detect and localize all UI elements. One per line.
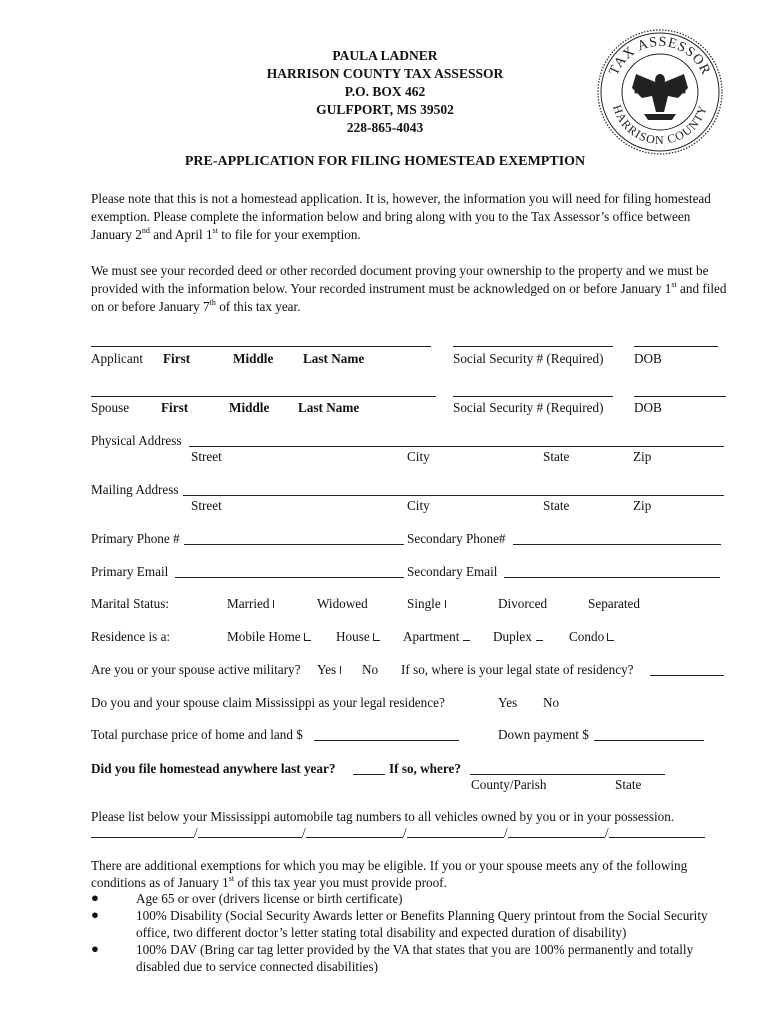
primary-email-field[interactable] [175, 577, 404, 578]
bullet-icon: ● [91, 941, 99, 956]
mailing-street-label: Street [191, 498, 222, 513]
down-payment-field[interactable] [594, 740, 704, 741]
spouse-name-field[interactable] [91, 396, 436, 397]
residence-apartment-option[interactable]: Apartment [403, 629, 470, 645]
mobile-home-checkbox[interactable] [304, 633, 311, 641]
seal-bottom-text: HARRISON COUNTY [610, 103, 710, 148]
applicant-ssn-label: Social Security # (Required) [453, 351, 604, 366]
down-payment-label: Down payment $ [498, 727, 589, 742]
military-no-option[interactable]: No [362, 662, 379, 677]
mailing-city-label: City [407, 498, 430, 513]
residence-condo-option[interactable]: Condo [569, 629, 614, 645]
mailing-address-label: Mailing Address [91, 482, 179, 497]
tag-separator: / [194, 825, 198, 840]
physical-city-label: City [407, 449, 430, 464]
intro-paragraph-1: Please note that this is not a homestead application. It is, however, the information you will need for filing homestead exemption. Please complete the information below and bring along with you to the Tax Assessor’s office between January 2nd and April 1st to file for your exemption. [91, 191, 711, 242]
prior-homestead-answer-field[interactable] [353, 774, 385, 775]
po-box: P.O. BOX 462 [344, 84, 426, 99]
apartment-checkbox[interactable] [463, 640, 470, 641]
total-price-label: Total purchase price of home and land $ [91, 727, 303, 742]
exemptions-intro: There are additional exemptions for which you may be eligible. If you or your spouse meets any of the following conditions as of January 1st of this tax year you must provide proof. [91, 858, 688, 890]
city-address: GULFPORT, MS 39502 [316, 102, 454, 117]
spouse-first-label: First [161, 400, 189, 415]
prior-homestead-question: Did you file homestead anywhere last year? [91, 761, 336, 776]
applicant-name-field[interactable] [91, 346, 431, 347]
seal-top-text: TAX ASSESSOR [606, 34, 714, 78]
physical-state-label: State [543, 449, 570, 464]
primary-phone-label: Primary Phone # [91, 531, 180, 546]
applicant-first-label: First [163, 351, 191, 366]
military-state-field[interactable] [650, 675, 724, 676]
office-name: HARRISON COUNTY TAX ASSESSOR [266, 66, 504, 81]
mailing-address-field[interactable] [183, 495, 724, 496]
spouse-label: Spouse [91, 400, 130, 415]
spouse-ssn-field[interactable] [453, 396, 613, 397]
prior-where-label: If so, where? [389, 761, 461, 776]
svg-text:TAX ASSESSOR [607, 35, 714, 78]
mailing-state-label: State [543, 498, 570, 513]
exemption-item: Age 65 or over (drivers license or birth certificate) [136, 891, 403, 906]
residence-label: Residence is a: [91, 629, 171, 644]
applicant-dob-label: DOB [634, 351, 662, 366]
applicant-last-label: Last Name [303, 351, 365, 366]
spouse-dob-label: DOB [634, 400, 662, 415]
physical-address-field[interactable] [189, 446, 724, 447]
legal-no-option[interactable]: No [543, 695, 560, 710]
tag-field-5[interactable] [508, 837, 605, 838]
spouse-last-label: Last Name [298, 400, 360, 415]
tag-field-2[interactable] [198, 837, 302, 838]
county-seal-logo [596, 28, 724, 156]
secondary-email-label: Secondary Email [407, 564, 498, 579]
tag-instruction: Please list below your Mississippi automobile tag numbers to all vehicles owned by you or in your possession. [91, 809, 675, 824]
prior-county-label: County/Parish [471, 777, 547, 792]
marital-widowed-option[interactable]: Widowed [317, 596, 368, 611]
prior-state-label: State [615, 777, 642, 792]
marital-status-label: Marital Status: [91, 596, 170, 611]
primary-phone-field[interactable] [184, 544, 404, 545]
marital-married-option[interactable]: Married [227, 596, 277, 612]
applicant-middle-label: Middle [233, 351, 274, 366]
spouse-dob-field[interactable] [634, 396, 726, 397]
condo-checkbox[interactable] [607, 633, 614, 641]
residence-mobile-option[interactable]: Mobile Home [227, 629, 311, 645]
eagle-icon [632, 74, 688, 120]
intro-paragraph-2: We must see your recorded deed or other recorded document proving your ownership to the property and we must be provided with the information below. Your recorded instrument must be acknowledged on or before January 1st and filed on or before January 7th of this tax year. [91, 263, 727, 314]
military-question: Are you or your spouse active military? [91, 662, 301, 677]
physical-zip-label: Zip [633, 449, 652, 464]
single-checkbox[interactable] [445, 600, 446, 608]
total-price-field[interactable] [314, 740, 459, 741]
marital-divorced-option[interactable]: Divorced [498, 596, 548, 611]
form-title: PRE-APPLICATION FOR FILING HOMESTEAD EXEMPTION [184, 154, 586, 169]
tag-field-4[interactable] [407, 837, 504, 838]
applicant-dob-field[interactable] [634, 346, 718, 347]
tag-field-3[interactable] [306, 837, 403, 838]
tag-separator: / [605, 825, 609, 840]
bullet-icon: ● [91, 890, 99, 905]
assessor-name: PAULA LADNER [332, 48, 438, 63]
bullet-icon: ● [91, 907, 99, 922]
secondary-phone-field[interactable] [513, 544, 721, 545]
secondary-phone-label: Secondary Phone# [407, 531, 506, 546]
office-phone: 228-865-4043 [346, 120, 424, 135]
tag-separator: / [302, 825, 306, 840]
tag-separator: / [504, 825, 508, 840]
legal-yes-option[interactable]: Yes [498, 695, 518, 710]
exemption-item: 100% Disability (Social Security Awards letter or Benefits Planning Query printout from the Social Security office, two different doctor’s letter stating total disability and expected duration of disability) [136, 908, 708, 940]
residence-duplex-option[interactable]: Duplex [493, 629, 543, 645]
applicant-ssn-field[interactable] [453, 346, 613, 347]
legal-residence-question: Do you and your spouse claim Mississippi as your legal residence? [91, 695, 445, 710]
military-followup-label: If so, where is your legal state of residency? [401, 662, 634, 677]
spouse-middle-label: Middle [229, 400, 270, 415]
mailing-zip-label: Zip [633, 498, 652, 513]
primary-email-label: Primary Email [91, 564, 169, 579]
married-checkbox[interactable] [273, 600, 274, 608]
duplex-checkbox[interactable] [536, 640, 543, 641]
marital-separated-option[interactable]: Separated [588, 596, 640, 611]
tag-separator: / [403, 825, 407, 840]
applicant-label: Applicant [91, 351, 144, 366]
exemption-item: 100% DAV (Bring car tag letter provided by the VA that states that you are 100% permanently and totally disabled due to service connected disabilities) [136, 942, 694, 974]
military-yes-checkbox[interactable] [340, 666, 341, 674]
spouse-ssn-label: Social Security # (Required) [453, 400, 604, 415]
physical-address-label: Physical Address [91, 433, 182, 448]
prior-location-field[interactable] [470, 774, 665, 775]
tag-field-1[interactable] [91, 837, 194, 838]
physical-street-label: Street [191, 449, 222, 464]
tag-field-6[interactable] [609, 837, 705, 838]
house-checkbox[interactable] [373, 633, 380, 641]
residence-house-option[interactable]: House [336, 629, 380, 645]
marital-single-option[interactable]: Single [407, 596, 449, 612]
secondary-email-field[interactable] [504, 577, 720, 578]
military-yes-option[interactable]: Yes [317, 662, 344, 678]
